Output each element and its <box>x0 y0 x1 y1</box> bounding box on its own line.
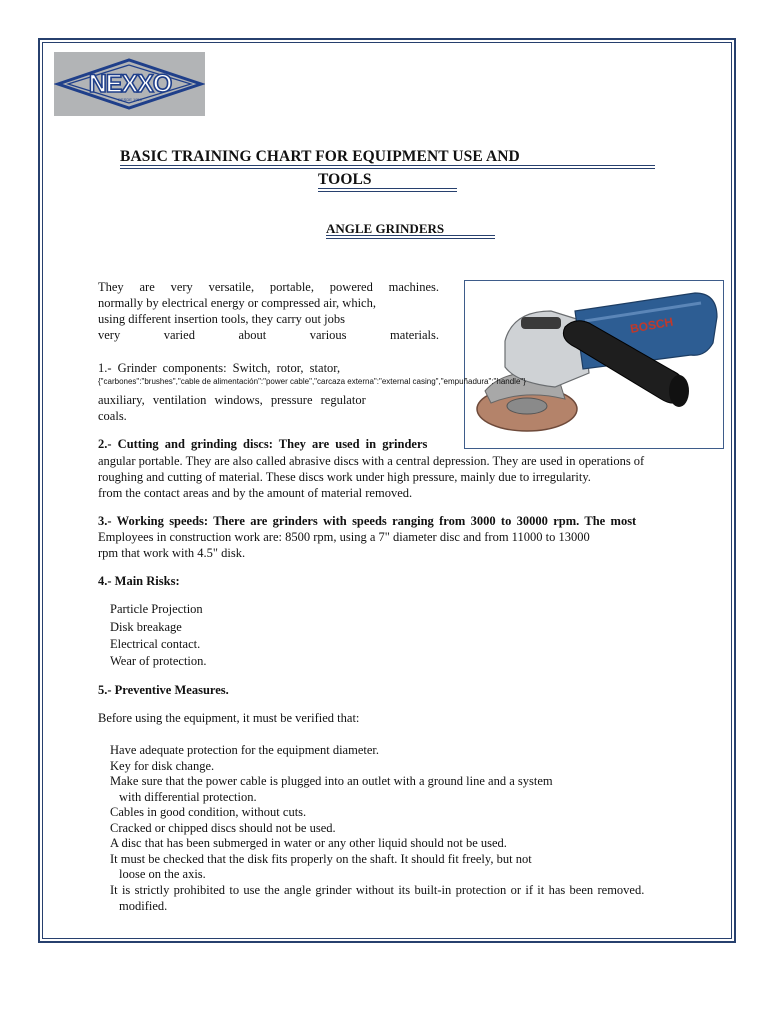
risks-heading: 4.- Main Risks: <box>98 574 180 588</box>
risk-item <box>98 619 182 635</box>
measure-item-text: Make sure that the power cable is plugged into an outlet with a ground line and a system <box>110 774 553 788</box>
measure-item-text: A disc that has been submerged in water or any other liquid should not be used. <box>110 836 507 850</box>
risk-item <box>98 601 203 617</box>
discs-heading: 2.- Cutting and grinding discs: They are used in grinders <box>98 437 428 451</box>
intro-line-2: normally by electrical energy or compressed air, which, <box>98 296 376 310</box>
measure-item-text: Cables in good condition, without cuts. <box>110 805 307 819</box>
section-subtitle: ANGLE GRINDERS <box>326 221 445 236</box>
measure-item-continuation: loose on the axis. <box>119 867 206 881</box>
intro-line-1 <box>98 279 439 295</box>
word: various <box>309 328 347 342</box>
measure-item-text: Have adequate protection for the equipment diameter. <box>110 743 379 757</box>
risk-item-text: Wear of protection. <box>110 654 207 668</box>
word: They <box>98 280 124 294</box>
speeds-heading: 3.- Working speeds: There are grinders with speeds ranging from 3000 to 30000 rpm. The most <box>98 514 637 528</box>
discs-line-3: from the contact areas and by the amount of material removed. <box>98 486 413 500</box>
components-line-1: 1.- Grinder components: Switch, rotor, stator, <box>98 361 341 375</box>
measure-item <box>98 882 644 898</box>
measure-item-text: It is strictly prohibited to use the angle grinder without its built-in protection or if it has been removed. <box>110 883 645 897</box>
measure-item-text: Cracked or chipped discs should not be used. <box>110 821 336 835</box>
risk-item <box>98 653 207 669</box>
svg-text:DESDE 1959: DESDE 1959 <box>118 97 142 102</box>
word: very <box>170 280 193 294</box>
word: powered <box>329 280 373 294</box>
measure-item <box>98 835 507 851</box>
word: versatile, <box>208 280 255 294</box>
components-line-3: coals. <box>98 409 127 423</box>
document-title-line2: TOOLS <box>318 171 372 188</box>
document-title-line1: BASIC TRAINING CHART FOR EQUIPMENT USE AND <box>120 148 520 165</box>
components-translation-overlay: {"carbones":"brushes","cable de alimentación":"power cable","carcaza externa":"external casing","empuñadura":"handle"} <box>98 377 526 386</box>
title-underline-1 <box>120 165 655 169</box>
measure-item <box>98 804 306 820</box>
measure-item-text: It must be checked that the disk fits properly on the shaft. It should fit freely, but not <box>110 852 532 866</box>
measure-item <box>98 773 553 789</box>
measure-item <box>98 742 379 758</box>
svg-text:BOSCH: BOSCH <box>629 314 675 336</box>
measure-item <box>98 851 532 867</box>
speeds-line-1: Employees in construction work are: 8500 rpm, using a 7" diameter disc and from 11000 to 13000 <box>98 530 590 544</box>
word: materials. <box>390 328 439 342</box>
discs-line-1: angular portable. They are also called abrasive discs with a central depression. They are used in operations of <box>98 454 645 468</box>
word: varied <box>163 328 195 342</box>
discs-line-2: roughing and cutting of material. These discs work under high pressure, mainly due to irregularity. <box>98 470 591 484</box>
measures-intro: Before using the equipment, it must be verified that: <box>98 711 360 725</box>
intro-line-4 <box>98 327 439 343</box>
title-underline-2 <box>318 188 457 192</box>
components-line-2: auxiliary, ventilation windows, pressure regulator <box>98 393 366 407</box>
measure-item <box>98 820 336 836</box>
word: very <box>98 328 121 342</box>
measure-item-text: Key for disk change. <box>110 759 215 773</box>
measure-item <box>98 758 214 774</box>
risk-item-text: Particle Projection <box>110 602 203 616</box>
speeds-line-2: rpm that work with 4.5" disk. <box>98 546 246 560</box>
word: are <box>139 280 155 294</box>
measure-item-continuation: modified. <box>119 899 168 913</box>
risk-item-text: Electrical contact. <box>110 637 201 651</box>
word: machines. <box>388 280 439 294</box>
risk-item <box>98 636 200 652</box>
subtitle-underline <box>326 235 495 239</box>
angle-grinder-photo <box>464 280 724 449</box>
word: about <box>238 328 267 342</box>
risk-item-text: Disk breakage <box>110 620 182 634</box>
company-logo <box>54 52 205 116</box>
word: portable, <box>269 280 314 294</box>
measure-item-continuation: with differential protection. <box>119 790 257 804</box>
svg-text:NEXXO: NEXXO <box>88 70 172 98</box>
measures-heading: 5.- Preventive Measures. <box>98 683 229 697</box>
intro-line-3: using different insertion tools, they carry out jobs <box>98 312 345 326</box>
